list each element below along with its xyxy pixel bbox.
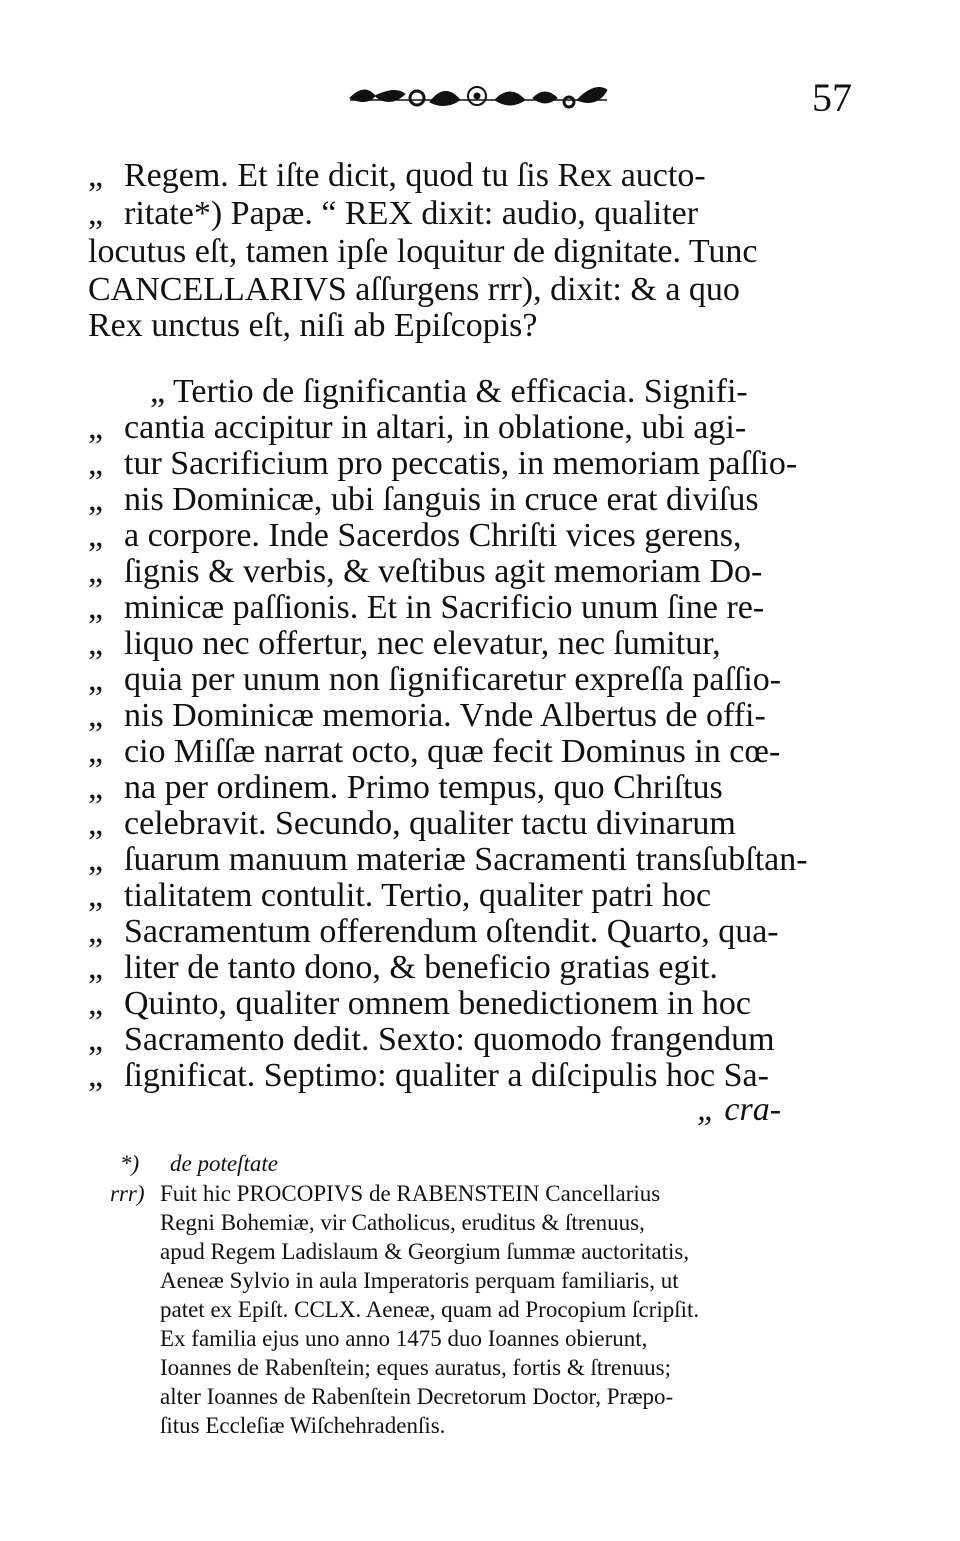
text-line: „ nis Dominicæ, ubi ſanguis in cruce erat diviſus (88, 481, 759, 518)
text-line: „ nis Dominicæ memoria. Vnde Albertus de offi- (88, 697, 766, 734)
footnote-line: ſitus Eccleſiæ Wiſchehradenſis. (160, 1413, 446, 1438)
footnote-line: Ex familia ejus uno anno 1475 duo Ioannes obierunt, (160, 1326, 648, 1351)
text-line: „ liter de tanto dono, & beneficio gratias egit. (88, 949, 718, 986)
footnote-line: Aeneæ Sylvio in aula Imperatoris perquam familiaris, ut (160, 1268, 679, 1293)
text-line: „ cantia accipitur in altari, in oblatione, ubi agi- (88, 409, 747, 446)
footnote-line: Ioannes de Rabenſtein; eques auratus, fortis & ſtrenuus; (160, 1355, 671, 1380)
text-line: locutus eſt, tamen ipſe loquitur de dignitate. Tunc (88, 233, 758, 270)
footnote-line: rrr) Fuit hic PROCOPIVS de RABENSTEIN Cancellarius (110, 1181, 661, 1206)
text-line: CANCELLARIVS aſſurgens rrr), dixit: & a quo (88, 271, 740, 308)
floral-headpiece-ornament-icon (345, 78, 610, 114)
text-line: „ celebravit. Secundo, qualiter tactu divinarum (88, 805, 736, 842)
footnote-line: *) de poteſtate (120, 1151, 278, 1176)
text-line: „ minicæ paſſionis. Et in Sacrificio unum ſine re- (88, 589, 765, 626)
text-line: „ Regem. Et iſte dicit, quod tu ſis Rex aucto- (88, 157, 706, 194)
text-line: „ Quinto, qualiter omnem benedictionem in hoc (88, 985, 751, 1022)
text-line: „ cio Miſſæ narrat octo, quæ fecit Dominus in cœ- (88, 733, 781, 770)
text-line: Rex unctus eſt, niſi ab Epiſcopis? (88, 307, 538, 344)
catchword: „ cra- (697, 1091, 782, 1128)
text-line: „ Sacramentum offerendum oſtendit. Quarto, qua- (88, 913, 779, 950)
text-line: „ Tertio de ſignificantia & efficacia. Signifi- (150, 373, 748, 410)
text-line: „ tialitatem contulit. Tertio, qualiter patri hoc (88, 877, 712, 914)
text-line: „ ſignificat. Septimo: qualiter a diſcipulis hoc Sa- (88, 1057, 769, 1094)
footnote-line: Regni Bohemiæ, vir Catholicus, eruditus & ſtrenuus, (160, 1210, 645, 1235)
footnote-line: alter Ioannes de Rabenſtein Decretorum Doctor, Præpo- (160, 1384, 674, 1409)
text-line: „ na per ordinem. Primo tempus, quo Chriſtus (88, 769, 723, 806)
text-line: „ liquo nec offertur, nec elevatur, nec ſumitur, (88, 625, 721, 662)
text-line: „ quia per unum non ſignificaretur expreſſa paſſio- (88, 661, 782, 698)
footnote-line: apud Regem Ladislaum & Georgium ſummæ auctoritatis, (160, 1239, 690, 1264)
text-line: „ a corpore. Inde Sacerdos Chriſti vices gerens, (88, 517, 742, 554)
text-line: „ ſuarum manuum materiæ Sacramenti transſubſtan- (88, 841, 808, 878)
text-line: „ Sacramento dedit. Sexto: quomodo frangendum (88, 1021, 775, 1058)
page-number: 57 (812, 75, 852, 120)
footnote-line: patet ex Epiſt. CCLX. Aeneæ, quam ad Procopium ſcripſit. (160, 1297, 700, 1322)
text-line: „ ritate*) Papæ. “ REX dixit: audio, qualiter (88, 195, 699, 232)
text-line: „ tur Sacrificium pro peccatis, in memoriam paſſio- (88, 445, 798, 482)
text-line: „ ſignis & verbis, & veſtibus agit memoriam Do- (88, 553, 763, 590)
